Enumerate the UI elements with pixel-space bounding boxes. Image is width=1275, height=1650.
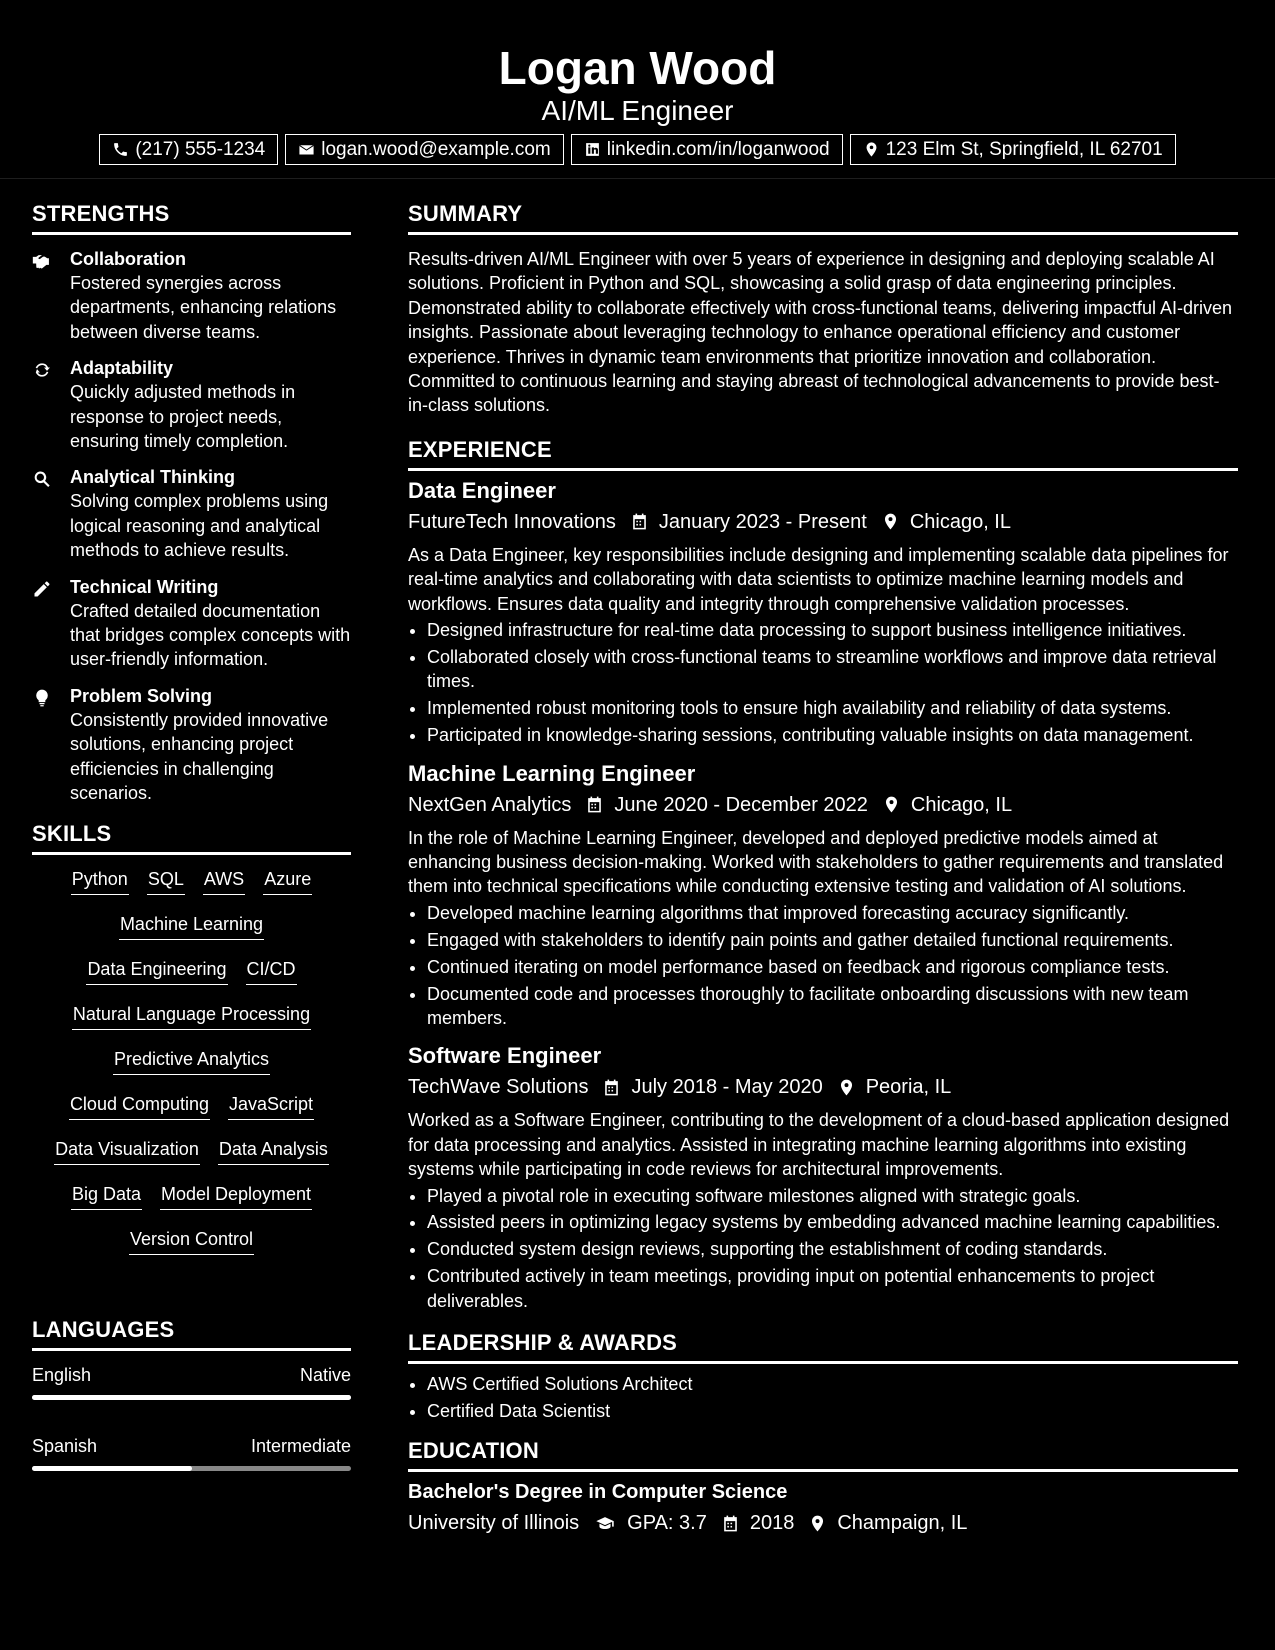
skill-tag: Cloud Computing	[69, 1092, 210, 1120]
skill-row	[32, 1227, 351, 1272]
company-name: FutureTech Innovations	[408, 510, 616, 533]
company-name: TechWave Solutions	[408, 1076, 589, 1099]
list-item: • Contributed actively in team meetings, providing input on potential enhancements to project deliverables.	[427, 1264, 1238, 1313]
skill-row	[32, 1137, 351, 1182]
skill-tag: CI/CD	[246, 957, 297, 985]
phone-contact[interactable]	[99, 134, 278, 165]
candidate-title: AI/ML Engineer	[541, 95, 734, 126]
languages-list	[32, 1363, 351, 1471]
skill-tag: Natural Language Processing	[72, 1002, 311, 1030]
calendar-icon	[630, 512, 649, 531]
education-meta	[408, 1508, 1238, 1538]
school-name: University of Illinois	[408, 1512, 580, 1535]
search-icon	[32, 469, 52, 489]
skills-heading: SKILLS	[32, 820, 351, 855]
list-item: • Participated in knowledge-sharing sessions, contributing valuable insights on data management.	[427, 723, 1238, 747]
degree-title: Bachelor's Degree in Computer Science	[408, 1481, 788, 1504]
strength-title: Adaptability	[70, 358, 174, 379]
list-item: • Assisted peers in optimizing legacy systems by embedding advanced machine learning capabilities.	[427, 1210, 1238, 1234]
job-dates: June 2020 - December 2022	[614, 793, 868, 816]
skill-tag: Python	[71, 867, 129, 895]
skill-row	[32, 867, 351, 912]
list-item: • Engaged with stakeholders to identify pain points and gather detailed functional requirements.	[427, 928, 1238, 952]
strength-item	[32, 684, 351, 806]
strength-item	[32, 356, 351, 453]
skill-tag: AWS	[203, 867, 245, 895]
strength-description: Quickly adjusted methods in response to project needs, ensuring timely completion.	[70, 382, 296, 452]
strength-title: Problem Solving	[70, 685, 213, 706]
strength-item	[32, 575, 351, 672]
language-proficiency-fill	[32, 1395, 351, 1400]
skill-tag: Model Deployment	[160, 1182, 312, 1210]
job-description: In the role of Machine Learning Engineer, developed and deployed predictive models aimed at enhancing business decision-making. Worked with stakeholders to gather requirements and translated them into technical specifications while conducting extensive testing and validation of AI solutions.	[408, 827, 1224, 897]
skill-row	[32, 1182, 351, 1227]
language-name: English	[32, 1364, 92, 1385]
awards-list	[408, 1372, 1238, 1423]
map-marker-icon	[882, 795, 901, 814]
list-item: • Developed machine learning algorithms that improved forecasting accuracy significantly.	[427, 901, 1238, 925]
language-proficiency-bar	[32, 1466, 351, 1471]
calendar-icon	[602, 1078, 621, 1097]
job-dates: July 2018 - May 2020	[631, 1076, 823, 1099]
envelope-icon	[298, 141, 315, 158]
job-title: Software Engineer	[408, 1043, 602, 1069]
map-marker-icon	[837, 1078, 856, 1097]
list-item: • Documented code and processes thoroughly to facilitate onboarding discussions with new team members.	[427, 982, 1238, 1031]
strength-title: Technical Writing	[70, 576, 219, 597]
lightbulb-icon	[32, 688, 52, 708]
calendar-icon	[721, 1514, 740, 1533]
strength-description: Consistently provided innovative solutions, enhancing project efficiencies in challenging scenarios.	[70, 709, 329, 804]
skill-tag: Version Control	[129, 1227, 254, 1255]
language-item	[32, 1363, 351, 1400]
job-location: Chicago, IL	[909, 510, 1011, 533]
skill-tag: Data Analysis	[218, 1137, 329, 1165]
skill-tag: SQL	[147, 867, 185, 895]
skill-tag: Big Data	[71, 1182, 142, 1210]
job-bullets	[408, 901, 1238, 1031]
job-description: As a Data Engineer, key responsibilities include designing and implementing scalable data pipelines for real-time analytics and collaborating with data scientists to optimize machine learning models and workflows. Ensures data quality and integrity through comprehensive validation processes.	[408, 544, 1229, 614]
skills-list	[32, 867, 351, 1272]
skill-tag: Predictive Analytics	[113, 1047, 270, 1075]
list-item: • Played a pivotal role in executing software milestones aligned with strategic goals.	[427, 1184, 1238, 1208]
left-column	[32, 200, 351, 1505]
list-item: • Implemented robust monitoring tools to ensure high availability and reliability of data systems.	[427, 696, 1238, 720]
language-item	[32, 1434, 351, 1471]
address-text: 123 Elm St, Springfield, IL 62701	[885, 138, 1163, 160]
email-text: logan.wood@example.com	[321, 138, 551, 160]
job-bullets	[408, 618, 1238, 748]
contact-bar	[0, 134, 1275, 165]
strength-description: Solving complex problems using logical reasoning and analytical methods to achieve results.	[70, 491, 329, 561]
job-meta	[408, 790, 1238, 820]
list-item: • Continued iterating on model performance based on feedback and rigorous compliance tests.	[427, 955, 1238, 979]
phone-text: (217) 555-1234	[135, 138, 266, 160]
list-item: • Conducted system design reviews, supporting the establishment of coding standards.	[427, 1237, 1238, 1261]
calendar-icon	[585, 795, 604, 814]
school-location: Champaign, IL	[837, 1512, 968, 1535]
linkedin-contact[interactable]	[571, 134, 843, 165]
handshake-icon	[32, 251, 52, 271]
skill-row	[32, 957, 351, 1002]
job-entry	[408, 477, 1238, 748]
skill-row	[32, 1002, 351, 1047]
job-meta	[408, 1072, 1238, 1102]
language-proficiency-fill	[32, 1466, 192, 1471]
map-marker-icon	[863, 141, 880, 158]
company-name: NextGen Analytics	[408, 793, 572, 816]
resume-header	[0, 0, 1275, 179]
strength-description: Fostered synergies across departments, enhancing relations between diverse teams.	[70, 273, 337, 342]
language-level: Native	[299, 1364, 351, 1385]
graduation-cap-icon	[593, 1514, 617, 1533]
language-name: Spanish	[32, 1435, 98, 1456]
skill-row	[32, 912, 351, 957]
language-level: Intermediate	[250, 1435, 351, 1456]
refresh-icon	[32, 360, 52, 380]
pencil-icon	[32, 579, 52, 599]
graduation-year: 2018	[749, 1512, 795, 1535]
summary-heading: SUMMARY	[408, 200, 1238, 235]
address-contact	[850, 134, 1176, 165]
awards-heading: LEADERSHIP & AWARDS	[408, 1329, 1238, 1364]
job-location: Peoria, IL	[865, 1076, 952, 1099]
list-item: • Collaborated closely with cross-functional teams to streamline workflows and improve data retrieval times.	[427, 645, 1238, 694]
phone-icon	[112, 141, 129, 158]
job-description: Worked as a Software Engineer, contributing to the development of a cloud-based application designed for data processing and analytics. Assisted in integrating machine learning algorithms into existing systems while participating in code reviews for architectural improvements.	[408, 1110, 1230, 1180]
education-heading: EDUCATION	[408, 1437, 1238, 1472]
skill-row	[32, 1092, 351, 1137]
strengths-heading: STRENGTHS	[32, 200, 351, 235]
job-dates: January 2023 - Present	[658, 510, 867, 533]
strength-description: Crafted detailed documentation that bridges complex concepts with user-friendly information.	[70, 600, 351, 670]
skill-tag: Data Engineering	[86, 957, 227, 985]
map-marker-icon	[881, 512, 900, 531]
job-title: Data Engineer	[408, 477, 556, 503]
skill-tag: Azure	[263, 867, 312, 895]
strength-title: Collaboration	[70, 249, 186, 269]
strength-item	[32, 247, 351, 344]
list-item: • Designed infrastructure for real-time data processing to support business intelligence initiatives.	[427, 618, 1238, 642]
skill-tag: Data Visualization	[54, 1137, 200, 1165]
strength-title: Analytical Thinking	[70, 467, 236, 488]
skill-row	[32, 1047, 351, 1092]
experience-heading: EXPERIENCE	[408, 436, 1238, 471]
job-entry	[408, 760, 1238, 1031]
skill-tag: Machine Learning	[119, 912, 264, 940]
candidate-name: Logan Wood	[498, 42, 777, 94]
summary-text: Results-driven AI/ML Engineer with over 5 years of experience in designing and deploying scalable AI solutions. Proficient in Python and SQL, showcasing a solid grasp of data engineering principles. Demonstrated ability to collaborate effectively with cross-functional teams, delivering impactful AI-driven insights. Passionate about leveraging technology to enhance operational efficiency and customer experience. Thrives in dynamic team environments that prioritize innovation and collaboration. Committed to continuous learning and staying abreast of technological advancements to provide best-in-class solutions.	[408, 249, 1233, 416]
job-bullets	[408, 1184, 1238, 1314]
list-item: • AWS Certified Solutions Architect	[427, 1372, 1238, 1396]
list-item: • Certified Data Scientist	[427, 1399, 1238, 1423]
skill-tag: JavaScript	[228, 1092, 314, 1120]
linkedin-text: linkedin.com/in/loganwood	[606, 138, 830, 160]
languages-heading: LANGUAGES	[32, 1316, 351, 1351]
linkedin-icon	[584, 141, 601, 158]
gpa-text: GPA: 3.7	[627, 1512, 707, 1535]
job-location: Chicago, IL	[910, 793, 1013, 816]
map-marker-icon	[808, 1514, 827, 1533]
job-title: Machine Learning Engineer	[408, 760, 696, 786]
job-entry	[408, 1042, 1238, 1313]
language-proficiency-bar	[32, 1395, 351, 1400]
email-contact[interactable]	[285, 134, 563, 165]
right-column	[408, 200, 1238, 1544]
job-meta	[408, 507, 1238, 537]
strength-item	[32, 465, 351, 562]
